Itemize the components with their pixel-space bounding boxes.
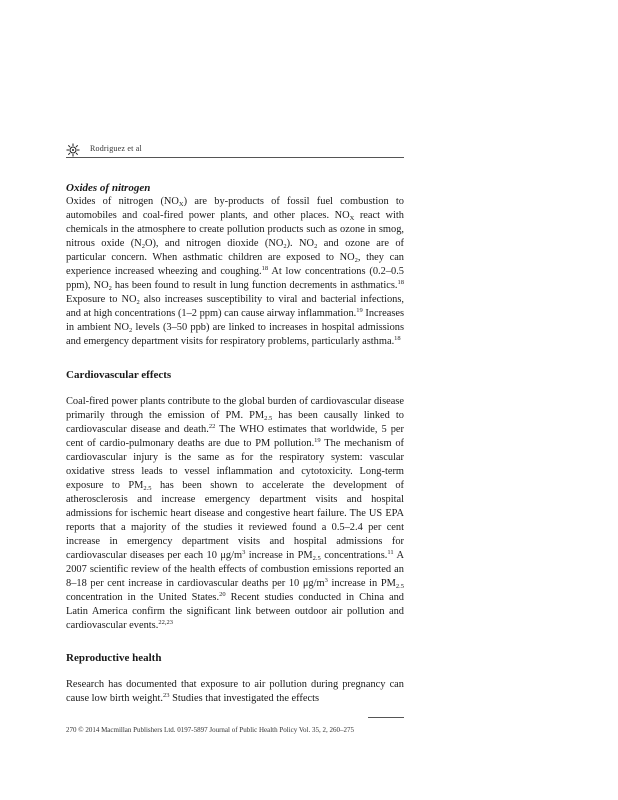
publisher-logo-icon — [66, 143, 80, 157]
reference-superscript: 23 — [162, 692, 170, 700]
subscript: 2 — [354, 257, 358, 265]
header-rule — [66, 157, 404, 158]
reference-superscript: 18 — [397, 279, 404, 287]
section-title-cardiovascular: Cardiovascular effects — [66, 368, 172, 381]
reference-superscript: 18 — [261, 265, 269, 273]
reference-superscript: 19 — [356, 307, 363, 315]
reference-superscript: 11 — [387, 549, 394, 557]
page-footer — [66, 717, 404, 747]
subscript: 2.5 — [395, 583, 404, 591]
section-gap — [66, 633, 404, 651]
running-header — [66, 143, 404, 157]
subscript: 2 — [108, 285, 112, 293]
subscript: X — [178, 201, 184, 208]
running-header-author: Rodriguez et al — [90, 144, 142, 153]
reference-superscript: 3 — [242, 549, 246, 557]
section-title-oxides: Oxides of nitrogen — [66, 182, 151, 194]
reference-superscript: 19 — [314, 436, 321, 444]
reference-superscript: 20 — [219, 591, 226, 599]
subscript: 2 — [136, 299, 140, 307]
subscript: 2 — [129, 327, 133, 335]
subscript: 2 — [314, 243, 318, 251]
paragraph-reproductive: Research has documented that exposure to air pollution during pregnancy can cause low birth weight.$^{23}$ Studies that investigated the effects — [66, 679, 404, 705]
subscript: 2 — [283, 243, 287, 251]
subscript: 2.5 — [143, 484, 152, 492]
footer-rule — [368, 717, 404, 718]
section-gap — [66, 350, 404, 368]
title-gap — [66, 665, 404, 678]
paragraph-oxides: Oxides of nitrogen $(NO_X)$ are by-products of fossil fuel combustion to automobiles and coal-fired power plants, and other places. $NO_X$ react with chemicals in the atmosphere to create pollution products such as ozone in smog, nitrous oxide $(N_2O)$, and nitrogen dioxide $(NO_2)$. $NO_2$ and ozone are of particular concern. When asthmatic children are exposed to $NO_2$, they can experience increased wheezing and coughing.$^{18}$ At low concentrations (0.2–0.5 ppm), $NO_2$ has been found to result in lung function decrements in asthmatics.$^{18}$ Exposure to $NO_2$ also increases susceptibility to viral and bacterial infections, and at high concentrations (1–2 ppm) can cause airway inflammation.$^{19}$ Increases in ambient $NO_2$ levels (3–50 ppb) are linked to increases in hospital admissions and emergency department visits for respiratory problems, particularly asthma.$^{18}$ — [66, 196, 405, 348]
subscript: 2.5 — [264, 414, 273, 422]
reference-superscript: 22 — [208, 422, 216, 430]
reference-superscript: 22,23 — [158, 619, 173, 627]
title-gap — [66, 382, 404, 395]
section-title-reproductive: Reproductive health — [66, 652, 162, 665]
footer-citation: 270 © 2014 Macmillan Publishers Ltd. 0197-5897 Journal of Public Health Policy Vol. 35, 2, 260–275 — [66, 726, 354, 734]
subscript: 2.5 — [312, 555, 321, 563]
subscript: 2 — [141, 243, 145, 251]
reference-superscript: 18 — [394, 335, 401, 343]
subscript: X — [349, 215, 355, 223]
paragraph-cardiovascular: Coal-fired power plants contribute to the global burden of cardiovascular disease primarily through the emission of PM. $PM_{2.5}$ has been causally linked to cardiovascular disease and death.$^{22}$ The WHO estimates that worldwide, 5 per cent of cardio-pulmonary deaths are due to PM pollution.$^{19}$ The mechanism of cardiovascular injury is the same as for the respiratory system: vascular oxidative stress leads to vessel inflammation and cytotoxicity. Long-term exposure to $PM_{2.5}$ has been shown to accelerate the development of atherosclerosis and increase emergency department visits and hospital admissions for ischemic heart disease and congestive heart failure. The US EPA reports that a majority of the studies it reviewed found a 0.5–2.4 per cent increase in emergency department visits and hospital admissions for cardiovascular diseases per each 10 $\mu g/m^3$ increase in $PM_{2.5}$ concentrations.$^{11}$ A 2007 scientific review of the health effects of combustion emissions reported an 8–18 per cent increase in cardiovascular deaths per 10 $\mu g/m^3$ increase in $PM_{2.5}$ concentration in the United States.$^{20}$ Recent studies conducted in China and Latin America confirm the significant link between outdoor air pollution and cardiovascular events.$^{22,23}$ — [66, 395, 404, 632]
reference-superscript: 3 — [324, 577, 328, 585]
article-body — [66, 181, 404, 706]
